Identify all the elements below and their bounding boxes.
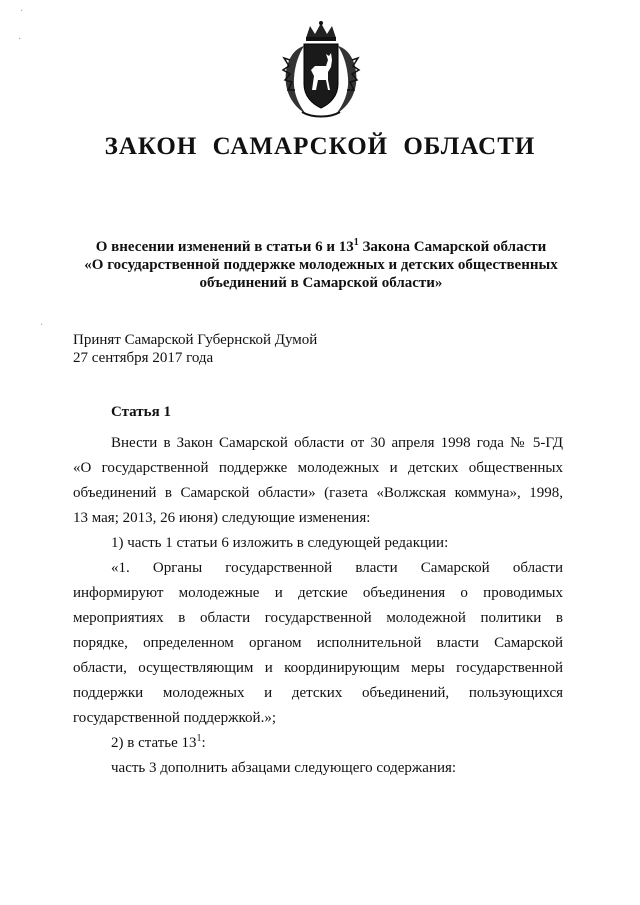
list-item <box>73 731 563 756</box>
scan-mark: · <box>40 320 44 331</box>
subject-line: объединений в Самарской области» <box>199 275 443 291</box>
adoption-info <box>73 331 317 367</box>
scan-mark: · <box>20 6 24 17</box>
subject-text: О внесении изменений в статьи 6 и 13 <box>95 239 354 255</box>
quote-line: мероприятиях в области государственной молодежной политики в <box>73 610 563 626</box>
subject-line <box>70 238 572 256</box>
law-subject-heading <box>70 238 572 292</box>
superscript: 1 <box>196 733 202 744</box>
paragraph-line: «О государственной поддержке молодежных и детских общественных <box>73 460 563 476</box>
quote-line: поддержки молодежных и детских объединений, пользующихся <box>73 685 563 701</box>
quote-line: порядке, определенном органом исполнительной власти Самарской <box>73 635 563 651</box>
quote-line: государственной поддержкой.»; <box>73 710 277 726</box>
paragraph-line: объединений в Самарской области» (газета «Волжская коммуна», 1998, <box>73 485 563 501</box>
adoption-date: 27 сентября 2017 года <box>73 350 214 366</box>
list-item-text: : <box>201 735 206 751</box>
list-item: 1) часть 1 статьи 6 изложить в следующей редакции: <box>111 535 449 551</box>
paragraph-line: Внести в Закон Самарской области от 30 апреля 1998 года № 5-ГД <box>111 435 563 451</box>
paragraph-line: часть 3 дополнить абзацами следующего содержания: <box>111 760 457 776</box>
list-item-text: 2) в статье 13 <box>111 735 197 751</box>
quote-line: «1. Органы государственной власти Самарской области <box>111 560 563 576</box>
law-title: ЗАКОН САМАРСКОЙ ОБЛАСТИ <box>104 133 536 160</box>
scan-mark: · <box>18 34 22 45</box>
quote-line: информируют молодежные и детские объединения о проводимых <box>73 585 563 601</box>
article-title: Статья 1 <box>111 404 171 420</box>
superscript: 1 <box>353 237 359 248</box>
coat-of-arms-emblem <box>280 20 362 120</box>
quote-line: области, осуществляющим и координирующим меры государственной <box>73 660 563 676</box>
adopted-by: Принят Самарской Губернской Думой <box>73 332 318 348</box>
subject-line: «О государственной поддержке молодежных и детских общественных <box>84 257 558 273</box>
subject-text: Закона Самарской области <box>358 239 547 255</box>
paragraph-line: 13 мая; 2013, 26 июня) следующие изменения: <box>73 510 371 526</box>
article-body <box>73 431 563 781</box>
